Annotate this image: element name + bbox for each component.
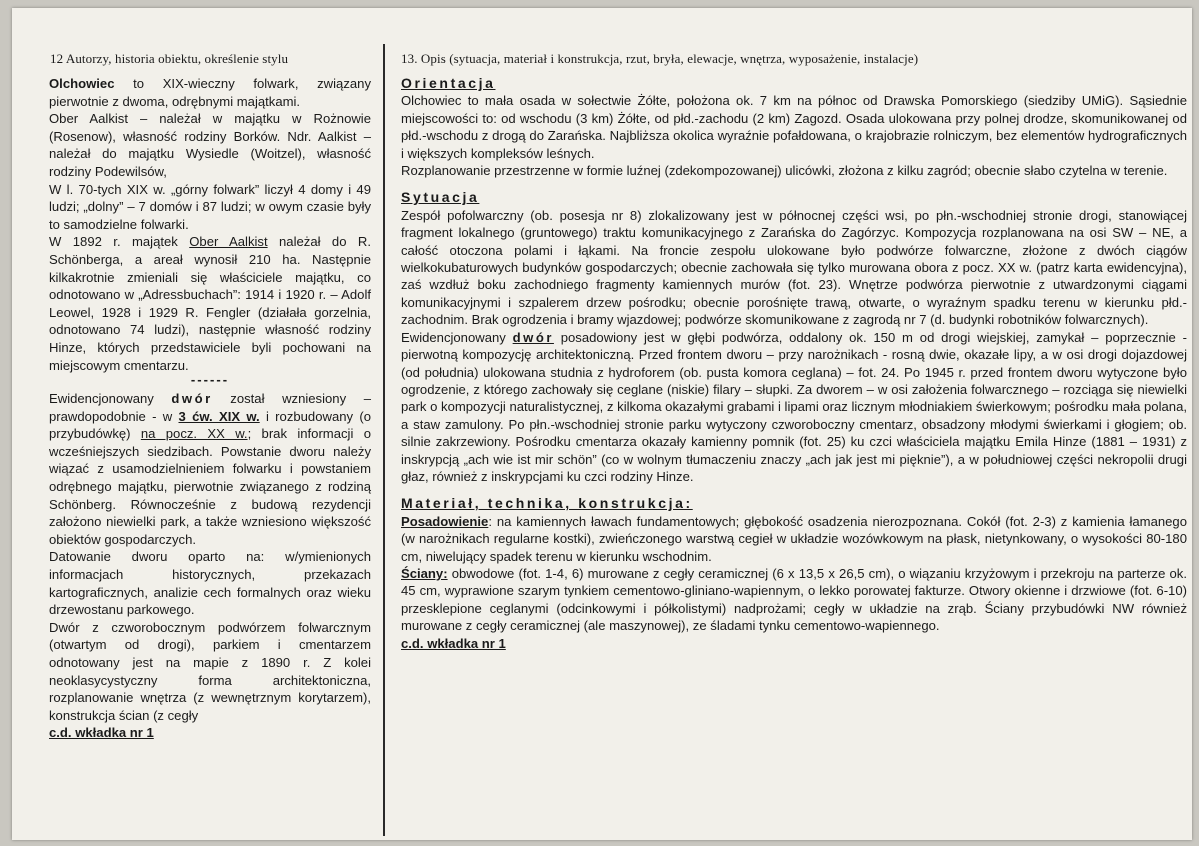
history-owners: W 1892 r. majątek Ober Aalkist należał do R. Schönberga, a areał wynosił 210 ha. Następnie kilkakrotnie zmieniali się właściciele majątku, co odnotowano w „Adressbuchach”: 1914 i 1920 r. – Adolf Leowel, 1928 i 1929 R. Fengler (działała gorzelnia, odnotowano 74 ludzi), następnie własność rodziny Hinze, których przedstawiciele byli pochowani na miejscowym cmentarzu. [49,234,371,373]
column-divider [383,44,385,836]
continued-note-right: c.d. wkładka nr 1 [401,635,506,651]
separator: ------ [190,372,230,388]
posadowienie-label: Posadowienie [401,513,489,529]
manor-term-right: dwór [512,329,554,345]
sciany-text: Ściany: obwodowe (fot. 1-4, 6) murowane z cegły ceramicznej (6 x 13,5 x 26,5 cm), o wiązaniu krzyżowym i przekroju na parterze ok. 45 cm, wyprawione szarym tynkiem cementowo-gliniano-wapiennym, o lekko porowatej fakturze. Otwory okienne i drzwiowe (fot. 6-10) przesklepione ceglanymi (odcinkowymi i półkolistymi) nadprożami; cegły w układzie na zrąb. Ściany przybudówki NW również murowane z cegły ceramicznej (ale maszynowej), ze śladami tynku cementowo-wapiennego. [401,565,1187,634]
sytuacja-text-2: Ewidencjonowany dwór posadowiony jest w głębi podwórza, oddalony ok. 150 m od drogi wiejskiej, zamykał – poprzecznie - pierwotną kompozycję architektoniczną. Przed frontem dworu – przy narożnikach - rosną dwie, okazałe lipy, a w osi drogi dojazdowej (od południa) ulokowana studnia z hydroforem (ob. pusta komora ceglana) – fot. 24. Po 1945 r. przed frontem dworu wytyczone było ogrodzenie, z którego zachowały się ceglane (niskie) filary – słupki. Za dworem – w osi założenia folwarcznego – rozciąga się niewielki park o kompozycji naturalistycznej, z kilkoma okazałymi grabami i lipami oraz licznym młodniakiem świerkowym; pośrodku mała polana, a staw zamulony. Po płn.-wschodniej stronie parku wytyczony czworoboczny cmentarz, obsadzony młodymi świerkami i głogiem; ob. silnie zakrzewiony. Pośrodku cmentarza okazały kamienny pomnik (fot. 25) ku czci właściciela majątku Emila Hinze (1881 – 1931) z inskrypcją „ach wie ist mir schön” (co w wolnym tłumaczeniu znaczy „ach jak jest mi pięknie”), a w południowej części nekropolii drugi głaz, również z inskrypcjami ku czci rodziny Hinze. [401,329,1188,484]
history-estates: Ober Aalkist – należał w majątku w Rożnowie (Rosenow), własność rodziny Borków. Ndr. Aalkist – należał do majątku Wysiedle (Woitzel), własność rodziny Podewilsów, [49,111,371,179]
history-1870s: W l. 70-tych XIX w. „górny folwark” liczył 4 domy i 49 ludzi; „dolny” – 7 domów i 87 ludzi; w owym czasie były to samodzielne folwarki. [49,181,371,232]
continued-note-left: c.d. wkładka nr 1 [49,725,154,741]
manor-construction: Ewidencjonowany dwór został wzniesiony – prawdopodobnie - w 3 ćw. XIX w. i rozbudowany (o przybudówkę) na pocz. XX w.; brak informacji o wcześniejszych siedzibach. Powstanie dworu należy wiązać z usamodzielnieniem folwarku i powstaniem odrębnego majątku, pierwotnie związanego z rodziną Schönberg. Równocześnie z budową rezydencji założono niewielki park, a także wzniesiono większość obiektów gospodarczych. [49,391,371,547]
document-sheet [12,8,1192,840]
right-column [401,75,1187,652]
left-column [49,75,371,742]
history-intro: Olchowiec to XIX-wieczny folwark, związany pierwotnie z dwoma, odrębnymi majątkami. [49,76,371,109]
dating-basis: Datowanie dworu oparto na: w/ymienionych informacjach historycznych, przekazach kartograficznych, analizie cech formalnych oraz wieku drzewostanu parkowego. [49,549,371,618]
sciany-label: Ściany: [401,565,448,581]
posadowienie-text: Posadowienie: na kamiennych ławach fundamentowych; głębokość osadzenia nierozpoznana. Cokół (fot. 2-3) z kamienia łamanego (w narożnikach regularne kostki), zwieńczonego warstwą cegieł w układzie wozówkowym na płask, nietynkowany, o wysokości 80-180 cm, niwelujący spadek terenu w kierunku wschodnim. [401,513,1187,564]
left-column-header: 12 Autorzy, historia obiektu, określenie stylu [50,51,289,66]
extension-date: na pocz. XX w. [140,426,248,442]
manor-map-record: Dwór z czworobocznym podwórzem folwarcznym (otwartym od drogi), parkiem i cmentarzem odnotowany jest na mapie z 1890 r. Z kolei neoklasycystyczny forma architektoniczna, rozplanowanie wnętrza (z wewnętrznym korytarzem), konstrukcja ścian (z cegły [49,619,371,723]
estate-name: Ober Aalkist [189,234,268,250]
place-name: Olchowiec [49,76,115,91]
manor-term: dwór [171,391,213,407]
right-column-header: 13. Opis (sytuacja, materiał i konstrukcja, rzut, bryła, elewacje, wnętrza, wyposażenie, instalacje) [401,51,919,66]
orientacja-text-1: Olchowiec to mała osada w sołectwie Żółte, położona ok. 7 km na północ od Drawska Pomorskiego (siedziby UMiG). Sąsiednie miejscowości to: od wschodu (3 km) Żółte, od płd.-zachodu (2 km) Zagozd. Osada ulokowana przy polnej drodze, skomunikowanej od płd.-wschodu z drogą do Zarańska. Najbliższa okolica wyraźnie pofałdowana, o krajobrazie rolniczym, bez elementów hydrograficznych i większych kompleksów leśnych. [401,93,1187,161]
section-title-material: Materiał, technika, konstrukcja: [401,495,693,512]
section-title-sytuacja: Sytuacja [401,189,480,206]
orientacja-text-2: Rozplanowanie przestrzenne w formie luźnej (zdekompozowanej) ulicówki, złożona z kilku zagród; obecnie słabo czytelna w terenie. [401,163,1168,179]
section-title-orientacja: Orientacja [401,75,496,91]
construction-date: 3 ćw. XIX w. [178,408,260,424]
sytuacja-text-1: Zespół pofolwarczny (ob. posesja nr 8) zlokalizowany jest w północnej części wsi, po płn.-wschodniej stronie drogi, stanowiącej fragment lokalnego (gruntowego) traktu komunikacyjnego z Zarańska do Zagórzyc. Kompozycja rozplanowana na osi SW – NE, a całość otoczona polami i łąkami. Na froncie zespołu ulokowane było podwórze folwarczne, złożone z dwóch ciągów wielkokubaturowych budynków gospodarczych; obecnie zachowała się tylko murowana obora z pocz. XX w. (patrz karta ewidencyjna), zaś wzdłuż boku zachodniego fragmenty kamiennych murów (fot. 23). Wnętrze podwórza pierwotnie z utwardzonymi ciągami komunikacyjnymi i szpalerem drzew pośrodku; obecnie porośnięte trawą, otwarte, o wyraźnym spadku terenu w kierunku płd.-zachodnim. Brak ogrodzenia i bramy wjazdowej; podwórze skomunikowane z zagrodą nr 7 (d. budynki robotników folwarcznych). [401,207,1187,328]
